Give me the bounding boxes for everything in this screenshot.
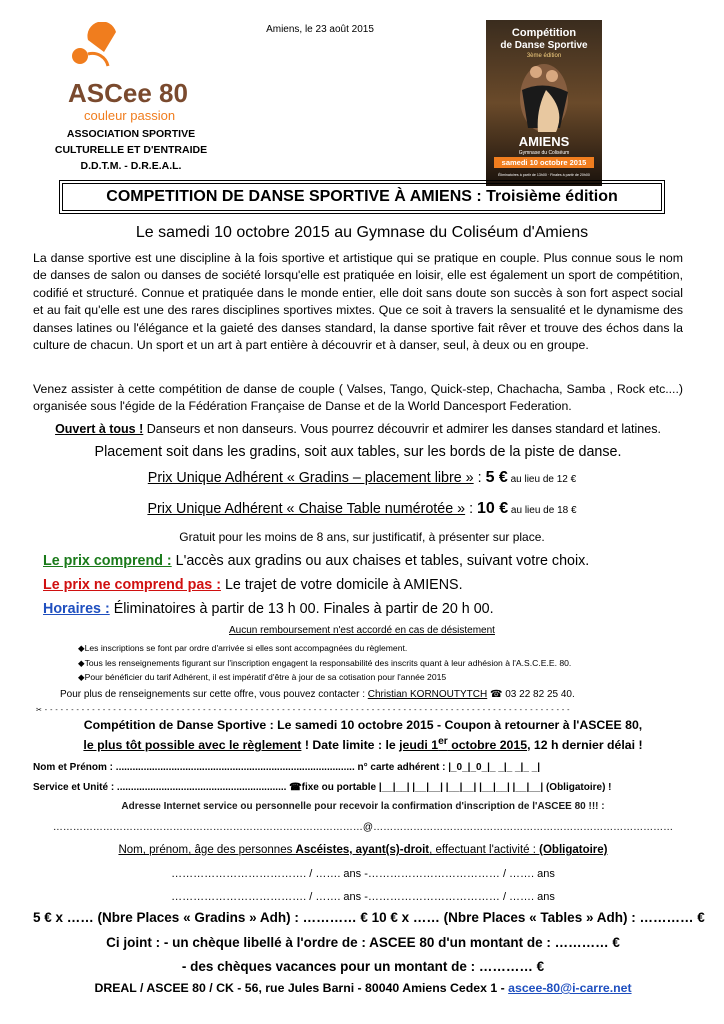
- price-old: au lieu de 12 €: [507, 474, 577, 485]
- includes-label: Le prix comprend :: [43, 553, 172, 569]
- logo-tagline: couleur passion: [84, 108, 176, 123]
- participant-line[interactable]: ………………………………. / ……. ans -……………………………… / ……. ans: [171, 868, 555, 880]
- contact-text: Pour plus de renseignements sur cette offre, vous pouvez contacter :: [60, 689, 368, 700]
- payment-vacances: - des chèques vacances pour un montant de : ………… €: [181, 959, 545, 974]
- no-refund-notice: Aucun remboursement n'est accordé en cas de désistement: [229, 625, 495, 636]
- poster-title1: Compétition: [511, 27, 577, 39]
- poster-times: Éliminatoires à partir de 13h00 · Finales à partir de 20h00: [498, 173, 590, 177]
- places-calculation[interactable]: 5 € x …… (Nbre Places « Gradins » Adh) : ………… € 10 € x …… (Nbre Places « Tables » Adh) : ………… €: [33, 910, 705, 925]
- schedule-text: Éliminatoires à partir de 13 h 00. Finales à partir de 20 h 00.: [109, 601, 494, 617]
- ph-oblig: (Obligatoire): [539, 844, 608, 856]
- deadline-day: jeudi 1: [399, 738, 439, 753]
- deadline-u1: le plus tôt possible avec le règlement: [83, 738, 302, 753]
- footer-address: [33, 981, 693, 995]
- rule-bullet: ◆Les inscriptions se font par ordre d'arrivée si elles sont accompagnées du règlement.: [78, 643, 408, 653]
- price-includes: [43, 553, 589, 569]
- deadline-month: octobre 2015: [447, 738, 528, 753]
- ph-post: , effectuant l'activité :: [429, 844, 540, 856]
- open-to-all: [33, 422, 683, 436]
- placement-info: Placement soit dans les gradins, soit aux tables, sur les bords de la piste de danse.: [94, 444, 622, 460]
- letter-date: Amiens, le 23 août 2015: [266, 24, 374, 35]
- deadline-date: [399, 738, 527, 752]
- free-under-8: Gratuit pour les moins de 8 ans, sur justificatif, à présenter sur place.: [179, 530, 545, 544]
- cut-line: ✂ - - - - - - - - - - - - - - - - - - - - - - - - - - - - - - - - - - - - - - - - - - - - - - - - - - - - - - - - - - - - - - - - - - - - - - - - - - - - - - - - - - - - - - - - - - - - - - - - - - - -: [36, 707, 570, 714]
- email-label: Adresse Internet service ou personnelle pour recevoir la confirmation d'inscription de l'ASCEE 80 !!! :: [121, 801, 605, 812]
- association-line: D.D.T.M. - D.R.E.A.L.: [80, 160, 182, 172]
- price-value: 10 €: [477, 500, 509, 517]
- excludes-label: Le prix ne comprend pas :: [43, 577, 221, 593]
- price-gradins: [30, 469, 694, 487]
- deadline-t1: ! Date limite : le: [301, 738, 400, 753]
- ascee-logo: [58, 22, 208, 128]
- poster-edition: 3ème édition: [526, 53, 562, 59]
- association-line: CULTURELLE ET D'ENTRAIDE: [54, 144, 208, 156]
- excludes-text: Le trajet de votre domicile à AMIENS.: [220, 577, 463, 593]
- rule-bullet: ◆Pour bénéficier du tarif Adhérent, il est impératif d'être à jour de sa cotisation pour l'année 2015: [78, 672, 447, 682]
- association-block: [36, 126, 226, 174]
- poster-venue: Gymnase du Coliséum: [518, 150, 570, 156]
- price-label: Prix Unique Adhérent « Gradins – placement libre »: [147, 470, 474, 486]
- participants-header: [33, 844, 693, 856]
- contact-line: [60, 689, 575, 700]
- competition-paragraph: Venez assister à cette compétition de danse de couple ( Valses, Tango, Quick-step, Chachacha, Samba , Rock etc....) organisée sous l'égide de la Fédération Française de Danse et de la World Dancesport Federation.: [33, 382, 683, 414]
- contact-phone: ☎ 03 22 82 25 40.: [487, 689, 575, 700]
- deadline-t2: , 12 h dernier délai !: [527, 738, 643, 753]
- price-tables: [30, 500, 694, 518]
- schedule-label: Horaires :: [43, 601, 110, 617]
- logo-text: ASCee 80: [68, 78, 188, 108]
- rule-bullet: ◆Tous les renseignements figurant sur l'inscription engagent la responsabilité des inscrits quant à leur adhésion à l'A.S.C.E.E. 80.: [78, 658, 572, 668]
- contact-name: Christian KORNOUTYTCH: [367, 689, 488, 700]
- service-field-line[interactable]: Service et Unité : ............................................................. ☎fixe ou portable |__|__| |__|__| |__|__| |__|__| |__|__| (Obligatoire) !: [33, 782, 612, 793]
- price-label: Prix Unique Adhérent « Chaise Table numérotée »: [147, 501, 466, 517]
- deadline-sup: er: [438, 736, 448, 747]
- includes-text: L'accès aux gradins ou aux chaises et tables, suivant votre choix.: [171, 553, 590, 569]
- email-field-line[interactable]: …………………………………………………………………………………@………………………………………………………………………………: [52, 822, 674, 833]
- ph-pre: Nom, prénom, âge des personnes: [118, 844, 296, 856]
- name-field-line[interactable]: Nom et Prénom : ...................................................................................... n° carte adhérent : |_0_|_0_|_ _|_ _|_ _|: [33, 762, 541, 773]
- footer-text: DREAL / ASCEE 80 / CK - 56, rue Jules Barni - 80040 Amiens Cedex 1 -: [94, 981, 509, 995]
- association-line: ASSOCIATION SPORTIVE: [66, 128, 196, 140]
- poster-title2: de Danse Sportive: [500, 40, 588, 51]
- ph-bold: Ascéistes, ayant(s)-droit: [295, 844, 430, 856]
- price-sep: :: [465, 501, 478, 517]
- footer-email-link[interactable]: ascee-80@i-carre.net: [508, 981, 632, 995]
- open-label: Ouvert à tous !: [55, 422, 144, 436]
- intro-paragraph: La danse sportive est une discipline à la fois sportive et artistique qui se pratique en couple. Plus connue sous le nom de danses de salon ou danses de société lorsqu'elle est pratiquée en loisir, elle est également un sport de compétition, codifié et structuré. Connue et pratiquée dans le monde entier, elle doit sans doute son succès à son fort aspect social et au fait qu'elle est une des rares disciplines sportives mixtes. Que ce soit à travers la sensualité et le dynamisme des danses latines ou l'élégance et la gaieté des danses standard, la danse sportive fait rêver et trouve des échos dans la culture de chacun. Un sport et un art à part entière à découvrir et à danser, seul, à deux ou en groupe.: [33, 251, 683, 353]
- price-old: au lieu de 18 €: [508, 505, 577, 516]
- open-text: Danseurs et non danseurs. Vous pourrez découvrir et admirer les danses standard et latines.: [143, 422, 661, 436]
- poster-city: AMIENS: [518, 134, 570, 149]
- event-poster: [486, 20, 602, 186]
- schedule: [43, 601, 494, 617]
- page-title: COMPETITION DE DANSE SPORTIVE À AMIENS : Troisième édition: [62, 183, 662, 211]
- coupon-title: Compétition de Danse Sportive : Le samedi 10 octobre 2015 - Coupon à retourner à l'ASCEE 80,: [83, 718, 643, 732]
- coupon-deadline: [33, 736, 693, 752]
- price-value: 5 €: [485, 469, 508, 486]
- participant-line[interactable]: ………………………………. / ……. ans -……………………………… / ……. ans: [171, 891, 555, 903]
- price-excludes: [43, 577, 463, 593]
- event-subtitle: Le samedi 10 octobre 2015 au Gymnase du Coliséum d'Amiens: [135, 224, 589, 241]
- poster-date: samedi 10 octobre 2015: [501, 158, 587, 167]
- payment-cheque: Ci joint : - un chèque libellé à l'ordre de : ASCEE 80 d'un montant de : ………… €: [106, 935, 620, 950]
- price-sep: :: [473, 470, 486, 486]
